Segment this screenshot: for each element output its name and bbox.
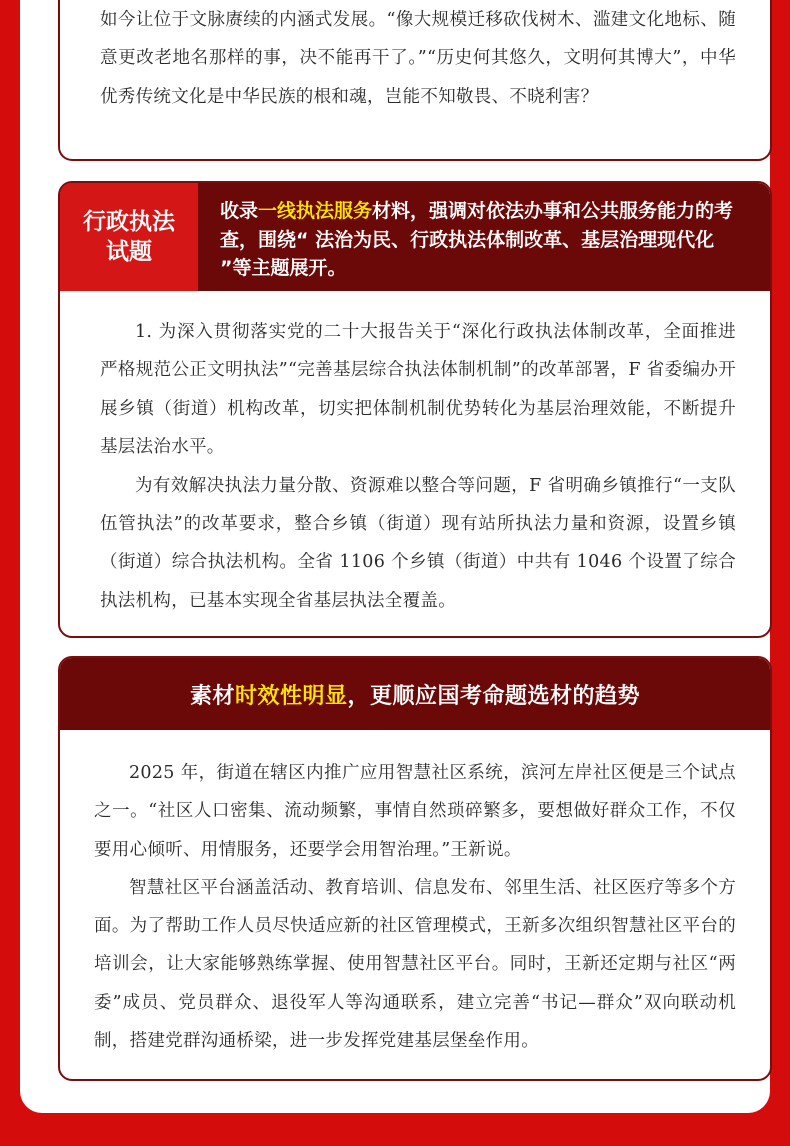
timely-prefix: 素材: [189, 683, 235, 709]
timely-material-section: [58, 656, 772, 1081]
tag-line-1: 行政执法: [83, 209, 175, 235]
admin-law-body: [100, 313, 736, 620]
excerpt-body: [100, 0, 736, 116]
section-tag: [60, 183, 198, 291]
timely-highlight: 时效性明显: [234, 683, 348, 709]
admin-law-section: [58, 181, 772, 638]
timely-suffix: ，更顺应国考命题选材的趋势: [347, 683, 641, 709]
timely-body: [94, 754, 736, 1060]
description-suffix: 材料，强调对依法办事和公共服务能力的考查，围绕“ 法治为民、行政执法体制改革、基层治理现代化 ”等主题展开。: [220, 200, 734, 279]
admin-paragraph-1: 1. 为深入贯彻落实党的二十大报告关于“深化行政执法体制改革，全面推进严格规范公正文明执法”“完善基层综合执法体制机制”的改革部署，F 省委编办开展乡镇（街道）机构改革，切实把体制机制优势转化为基层治理效能，不断提升基层法治水平。: [100, 322, 736, 458]
admin-law-header: [60, 183, 770, 291]
content-sheet: [20, 0, 770, 1113]
timely-header: [60, 658, 770, 730]
excerpt-paragraph: 如今让位于文脉赓续的内涵式发展。“像大规模迁移砍伐树木、滥建文化地标、随意更改老地名那样的事，决不能再干了。”“历史何其悠久，文明何其博大”，中华优秀传统文化是中华民族的根和魂，岂能不知敬畏、不晓利害？: [100, 9, 736, 107]
excerpt-card-top: [58, 0, 772, 161]
admin-paragraph-2: 为有效解决执法力量分散、资源难以整合等问题，F 省明确乡镇推行“一支队伍管执法”的改革要求，整合乡镇（街道）现有站所执法力量和资源，设置乡镇（街道）综合执法机构。全省 1106 个乡镇（街道）中共有 1046 个设置了综合执法机构，已基本实现全省基层执法全覆盖。: [100, 475, 736, 611]
tag-line-2: 试题: [106, 239, 152, 265]
timely-paragraph-1: 2025 年，街道在辖区内推广应用智慧社区系统，滨河左岸社区便是三个试点之一。“社区人口密集、流动频繁，事情自然琐碎繁多，要想做好群众工作，不仅要用心倾听、用情服务，还要学会用智治理。”王新说。: [94, 763, 736, 860]
description-highlight: 一线执法服务: [258, 200, 373, 222]
timely-paragraph-2: 智慧社区平台涵盖活动、教育培训、信息发布、邻里生活、社区医疗等多个方面。为了帮助工作人员尽快适应新的社区管理模式，王新多次组织智慧社区平台的培训会，让大家能够熟练掌握、使用智慧社区平台。同时，王新还定期与社区“两委”成员、党员群众、退役军人等沟通联系，建立完善“书记—群众”双向联动机制，搭建党群沟通桥梁，进一步发挥党建基层堡垒作用。: [94, 877, 736, 1052]
description-prefix: 收录: [220, 200, 259, 222]
section-description: [198, 183, 770, 291]
